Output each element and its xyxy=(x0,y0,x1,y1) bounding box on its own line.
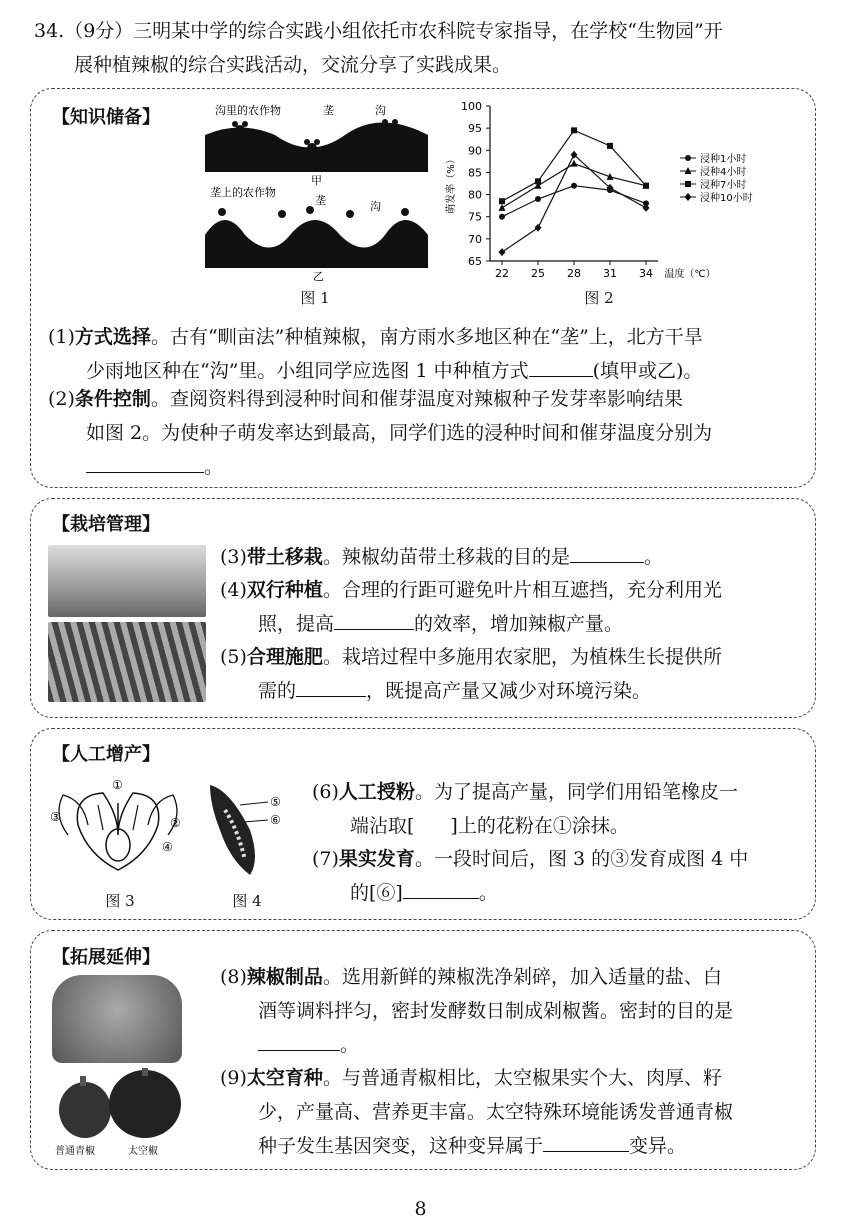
fig1-gou-label-bottom: 沟 xyxy=(370,200,381,213)
figure-2-germination-chart xyxy=(440,96,780,286)
question-9: (9)太空育种。与普通青椒相比，太空椒果实个大、肉厚、籽 少，产量高、营养更丰富。太空特殊环境能诱发普通青椒 种子发生基因突变，这种变异属于 变异。 xyxy=(220,1067,734,1157)
series-line-1 xyxy=(502,186,646,217)
legend-label-3: 浸种7小时 xyxy=(700,180,747,191)
series-3-point xyxy=(643,183,649,189)
pepper-label-normal: 普通青椒 xyxy=(55,1146,95,1157)
page-number: 8 xyxy=(414,1198,427,1220)
y-axis-label: 萌发率（%） xyxy=(446,154,457,214)
question-line-2: 展种植辣椒的综合实践活动，交流分享了实践成果。 xyxy=(74,54,512,76)
answer-blank-q5[interactable] xyxy=(296,678,366,697)
legend-label-2: 浸种4小时 xyxy=(700,167,747,178)
y-tick-label: 95 xyxy=(468,122,482,136)
series-1-point xyxy=(535,196,541,202)
figure-1-ridge-furrow xyxy=(200,100,432,300)
fig1-long-label-top: 垄 xyxy=(323,104,334,117)
fig1-gou-label-top: 沟 xyxy=(375,104,386,117)
y-tick-label: 75 xyxy=(468,210,482,224)
extension-title: 【拓展延伸】 xyxy=(52,947,160,968)
series-3-point xyxy=(607,143,613,149)
answer-blank-q8[interactable] xyxy=(258,1032,340,1051)
fig1-yi-label: 乙 xyxy=(313,270,324,283)
series-1-point xyxy=(499,214,505,220)
series-4-point xyxy=(499,248,506,256)
series-3-point xyxy=(535,178,541,184)
fig3-label-4: ④ xyxy=(162,840,173,854)
series-1-point xyxy=(571,183,577,189)
fig3-caption: 图 3 xyxy=(105,892,135,910)
x-tick-label: 25 xyxy=(531,267,545,280)
question-7: (7)果实发育。一段时间后，图 3 的③发育成图 4 中 的[⑥] 。 xyxy=(312,848,749,904)
fig1-long-label-bottom: 垄 xyxy=(315,194,326,207)
question-header xyxy=(34,14,824,82)
fig3-label-1: ① xyxy=(112,778,123,792)
y-tick-label: 85 xyxy=(468,166,482,180)
y-tick-label: 100 xyxy=(461,100,482,113)
series-2-point xyxy=(499,204,506,211)
fig4-label-6: ⑥ xyxy=(270,813,281,827)
figure-3-flower xyxy=(48,775,188,880)
question-line-1: 34.（9分）三明某中学的综合实践小组依托市农科院专家指导，在学校“生物园”开 xyxy=(34,20,723,42)
series-3-point xyxy=(499,198,505,204)
figure-4-pepper-section xyxy=(200,780,300,880)
peppers-photo xyxy=(50,1068,190,1158)
y-tick-label: 65 xyxy=(468,255,482,268)
x-tick-label: 34 xyxy=(639,267,653,280)
y-tick-label: 80 xyxy=(468,188,482,202)
answer-blank-q2[interactable] xyxy=(86,454,204,473)
series-line-4 xyxy=(502,155,646,252)
fig3-label-2: ② xyxy=(170,816,181,830)
answer-blank-q7[interactable] xyxy=(403,880,479,899)
series-3-point xyxy=(571,127,577,133)
question-3: (3)带土移栽。辣椒幼苗带土移栽的目的是 。 xyxy=(220,546,663,568)
answer-blank-q1[interactable] xyxy=(529,358,593,377)
seedling-photo xyxy=(48,545,206,617)
cultivation-title: 【栽培管理】 xyxy=(52,514,160,535)
fig4-caption: 图 4 xyxy=(232,892,262,910)
series-4-point xyxy=(535,224,542,232)
x-tick-label: 28 xyxy=(567,267,581,280)
x-tick-label: 22 xyxy=(495,267,509,280)
question-2: (2)条件控制。查阅资料得到浸种时间和催芽温度对辣椒种子发芽率影响结果 如图 2。为使种子萌发率达到最高，同学们选的浸种时间和催芽温度分别为 。 xyxy=(48,388,713,478)
legend-marker-4 xyxy=(685,193,692,201)
y-tick-label: 90 xyxy=(468,144,482,158)
legend-marker-3 xyxy=(685,181,691,187)
field-rows-photo xyxy=(48,622,206,702)
answer-blank-q6[interactable] xyxy=(414,814,450,832)
artificial-title: 【人工增产】 xyxy=(52,744,160,765)
x-tick-label: 31 xyxy=(603,267,617,280)
legend-label-1: 浸种1小时 xyxy=(700,154,747,165)
x-axis-label: 温度（℃） xyxy=(664,269,716,280)
fig1-jia-crop-label: 沟里的农作物 xyxy=(215,104,281,117)
legend-label-4: 浸种10小时 xyxy=(700,193,753,204)
fig1-yi-crop-label: 垄上的农作物 xyxy=(210,186,276,199)
y-tick-label: 70 xyxy=(468,232,482,246)
fig2-caption: 图 2 xyxy=(584,289,614,307)
question-8: (8)辣椒制品。选用新鲜的辣椒洗净剁碎，加入适量的盐、白 酒等调料拌匀，密封发酵数日制成剁椒酱。密封的目的是 。 xyxy=(220,966,734,1056)
fig4-label-5: ⑤ xyxy=(270,795,281,809)
answer-blank-q3[interactable] xyxy=(570,544,644,563)
knowledge-title: 【知识储备】 xyxy=(52,107,160,128)
fig1-caption: 图 1 xyxy=(300,289,330,307)
question-5: (5)合理施肥。栽培过程中多施用农家肥，为植株生长提供所 需的 ，既提高产量又减少对环境污染。 xyxy=(220,646,722,702)
legend-marker-1 xyxy=(685,155,691,161)
pepper-label-space: 太空椒 xyxy=(128,1146,158,1157)
question-1: (1)方式选择。古有“甽亩法”种植辣椒，南方雨水多地区种在“垄”上，北方干旱 少雨地区种在“沟”里。小组同学应选图 1 中种植方式 (填甲或乙)。 xyxy=(48,326,703,382)
fig1-jia-label: 甲 xyxy=(311,174,322,187)
question-4: (4)双行种植。合理的行距可避免叶片相互遮挡，充分利用光 照，提高 的效率，增加辣椒产量。 xyxy=(220,579,722,635)
chili-sauce-jar-photo xyxy=(52,975,182,1063)
answer-blank-q9[interactable] xyxy=(543,1133,629,1152)
fig3-label-3: ③ xyxy=(50,810,61,824)
answer-blank-q4[interactable] xyxy=(334,611,414,630)
question-6: (6)人工授粉。为了提高产量，同学们用铅笔橡皮一 端沾取[ ]上的花粉在①涂抹。 xyxy=(312,781,738,837)
